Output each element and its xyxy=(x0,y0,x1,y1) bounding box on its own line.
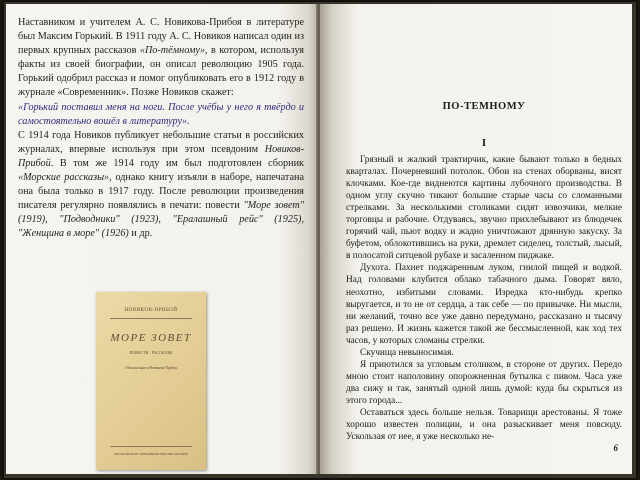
quote-text: «Горький поставил меня на ноги. После учёбы у него я твёрдо и самостоятельно вошёл в литературу». xyxy=(18,101,304,127)
paragraph-1-text: Наставником и учителем А. С. Новикова-Прибоя в литературе был Максим Горький. В 1911 году А. С. Новиков написал один из первых крупных рассказов xyxy=(18,17,304,57)
pseudonym: Новиков-Прибой xyxy=(18,143,304,169)
cover-publisher: МОСКОВСКОЕ ТОВАРИЩЕСТВО ПИСАТЕЛЕЙ xyxy=(114,452,188,456)
paragraph-2-text: С 1914 года Новиков публикует небольшие статьи в российских журналах, впервые используя при этом псевдоним xyxy=(18,129,304,155)
left-page xyxy=(6,4,318,474)
story-paragraph: Я приютился за угловым столиком, в стороне от других. Передо мною стоит наполовину опорожненная бутылка с пивом. Часа уже два сижу и так, занятый одной лишь думой: куда бы скрыться из этого города... xyxy=(346,359,622,406)
cover-title: МОРЕ ЗОВЕТ xyxy=(110,332,192,344)
story-paragraph: Оставаться здесь больше нельзя. Товарищи арестованы. Я тоже хорошо известен полиции, и она разыскивает меня повсюду. Ускользая от нее, я уже несколько не- xyxy=(346,407,622,443)
page-number: 6 xyxy=(613,443,618,453)
story-heading: ПО-ТЕМНОМУ xyxy=(442,101,526,112)
collection-title: «Морские рассказы» xyxy=(18,172,110,184)
book-cover-image xyxy=(96,292,206,470)
paragraph-2 xyxy=(18,129,304,242)
cover-divider-bottom xyxy=(110,446,192,447)
works-list: "Море зовет" (1919), "Подводники" (1923), "Ералашный рейс" (1925), "Женщина в море" (1926) xyxy=(18,200,304,240)
story-body xyxy=(346,154,622,443)
chapter-number: I xyxy=(481,137,487,149)
left-page-text xyxy=(18,16,304,242)
cover-subtitle: ПОВЕСТИ · РАССКАЗЫ xyxy=(129,350,173,355)
story-paragraph: Скучища невыносимая. xyxy=(360,347,454,358)
paragraph-1-rest: , в котором, используя факты из своей биографии, он описал революцию 1905 года. Горький одобрил рассказ и помог опубликовать его в 1912 году в журнале «Современник». Позже Новиков скажет: xyxy=(18,45,304,99)
cover-divider xyxy=(110,318,192,319)
cover-note: Обложка книги Новикова-Прибоя xyxy=(125,366,177,370)
story-paragraph: Духота. Пахнет поджаренным луком, гнилой пищей и водкой. Над головами клубится облако табачного дыма. Говорят вяло, неохотно, избитыми словами. Изредка кто-нибудь крепко выругается, и то не от сердца, а так себе — по привычке. Ни мысли, ни желаний, точно все уже давно передумано, рассказано и тысячу раз решено. И жизнь кажется такой же бессмысленной, как ход тех часов, у которых сломаны стрелки. xyxy=(346,263,622,346)
paragraph-2-mid: . В том же 1914 году им был подготовлен сборник xyxy=(50,157,304,169)
cover-author: НОВИКОВ-ПРИБОЙ xyxy=(124,308,178,313)
right-page xyxy=(320,4,632,474)
paragraph-2-end: и др. xyxy=(128,228,153,240)
gorky-quote xyxy=(18,101,304,129)
paragraph-1 xyxy=(18,16,304,101)
story-paragraph: Грязный и жалкий трактирчик, какие бывают только в бедных кварталах. Почерневший потолок. Обои на стенах оборваны, висят клочками. Кое-где виднеются картины лубочного производства. В одном углу скучно тикают большие старые часы со сломанными стрелками. За несколькими столиками сидят извозчики, мелкие торговцы и рабочие. Отдуваясь, звучно прихлебывают из блюдечек горячий чай, пьют водку и жадно уничтожают дрянную закуску. За буфетом, облокотившись на руки, дремлет сиделец, толстый, лысый, в полосатой ситцевой рубахе и засаленном пиджаке. xyxy=(346,155,622,262)
paragraph-2-rest: , однако книгу изъяли в наборе, напечатана она была только в 1917 году. После революции произведения писателя регулярно появлялись в печати: повести xyxy=(18,172,304,212)
story-title: «По-тёмному» xyxy=(139,45,206,57)
